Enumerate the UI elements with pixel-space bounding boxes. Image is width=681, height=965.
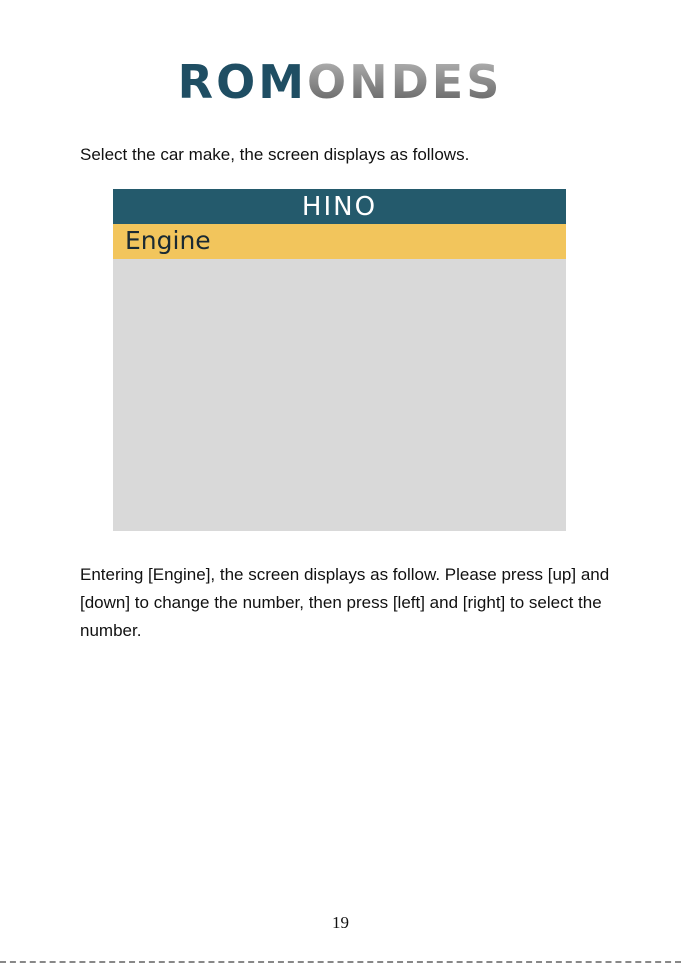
logo-text-left: ROM [177,58,307,102]
footer-divider [0,961,681,963]
page-number: 19 [332,913,349,932]
svg-text:ROMONDES [178,58,503,102]
romondes-logo [0,58,681,102]
menu-item-engine[interactable]: Engine [113,224,566,259]
instruction-select-make: Select the car make, the screen displays as follows. [80,145,470,164]
device-screen [113,189,566,531]
screen-title: HINO [113,189,566,224]
instruction-enter-engine: Entering [Engine], the screen displays as follow. Please press [up] and [down] to change the number, then press [left] and [right] to select the number. [80,565,610,640]
logo-text-right: ONDES [306,58,503,102]
